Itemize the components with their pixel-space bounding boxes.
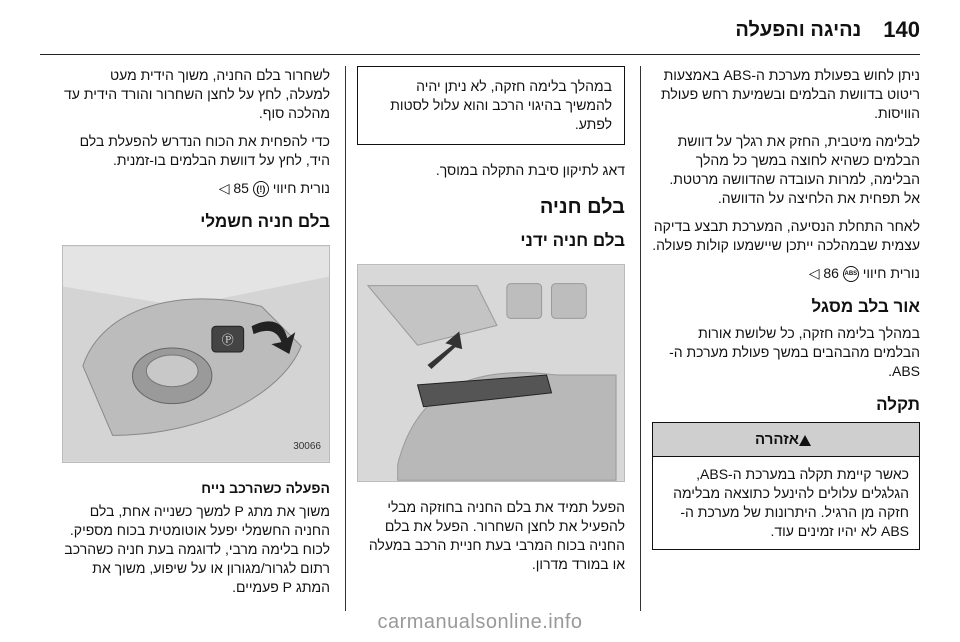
indicator-label: נורית חיווי (862, 265, 920, 281)
column-right (652, 66, 920, 550)
column-divider-left (345, 66, 346, 611)
release-paragraph: לשחרור בלם החניה, משוך הידית מעט למעלה, לחץ על לחצן השחרור והורד הידית עד מהלכה סוף. (64, 67, 330, 121)
watermark: carmanualsonline.info (377, 611, 583, 633)
abs-warning-icon: ABS (843, 266, 859, 282)
handbrake-paragraph: הפעל תמיד את בלם החניה בחוזקה מבלי להפעיל את לחצן השחרור. הפעל את בלם החניה בכוח המרבי בעת חניית הרכב במעלה או במורד מדרון. (368, 499, 625, 572)
steering-note-box: במהלך בלימה חזקה, לא ניתן יהיה להמשיך בהיגוי הרכב והוא עלול לסטות לפתע. (357, 66, 625, 145)
brake-indicator-reference (62, 179, 330, 198)
page-reference[interactable]: 85 ◁ (218, 180, 249, 196)
epb-switch-glyph: Ⓟ (221, 333, 234, 348)
abs-indicator-reference (652, 264, 920, 283)
handbrake-drawing (358, 265, 624, 481)
header-divider (40, 54, 920, 55)
warning-title: אזהרה (755, 431, 799, 448)
abs-feel-paragraph: ניתן לחוש בפעולת מערכת ה-ABS באמצעות ריטוט בדוושת הבלמים ובשמיעת רחש פעולת הוויסות. (660, 67, 920, 121)
indicator-label: נורית חיווי (272, 180, 330, 196)
page-number: 140 (883, 17, 920, 42)
column-middle (357, 66, 625, 583)
brake-warning-icon: (!) (253, 181, 269, 197)
self-test-paragraph: לאחר התחלת הנסיעה, המערכת תבצע בדיקה עצמית שבמהלכה ייתכן שיישמעו קולות פעולה. (652, 218, 920, 253)
page-header (40, 14, 920, 46)
warning-triangle-icon (799, 435, 811, 446)
column-divider-right (640, 66, 641, 611)
page-reference[interactable]: 86 ◁ (808, 265, 839, 281)
optimal-braking-paragraph: לבלימה מיטבית, החזק את רגלך על דוושת הבלמים כשהיא לחוצה במשך כל מהלך הבלימה, למרות העובדה שהדוושה מרטטת. אל תפחית את הלחיצה על הדוושה. (669, 133, 920, 206)
stationary-apply-heading: הפעלה כשהרכב נייח (201, 480, 330, 496)
electric-parking-brake-heading: בלם חניה חשמלי (200, 212, 330, 231)
warning-header (653, 423, 919, 457)
reduce-force-paragraph: כדי להפחית את הכוח הנדרש להפעלת בלם היד, לחץ על דוושת הבלמים בו-זמנית. (79, 133, 330, 168)
brake-light-paragraph: במהלך בלימה חזקה, כל שלושת אורות הבלמים מהבהבים במשך פעולת מערכת ה-ABS. (669, 325, 920, 379)
warning-text: כאשר קיימת תקלה במערכת ה-ABS, הגלגלים עלולים להינעל כתוצאה מבלימה חזקה מן הרגיל. היתרונות של מערכת ה-ABS לא יהיו זמינים עוד. (673, 466, 909, 539)
column-left (62, 66, 330, 606)
epb-switch-drawing (63, 246, 329, 462)
fault-heading: תקלה (876, 395, 920, 414)
stationary-apply-paragraph: משוך את מתג P למשך כשנייה אחת, בלם החניה החשמלי יפעל אוטומטית בכוח מספיק. לכוח בלימה מרבי, לדוגמה בעת חניה כשהרכב רתום לגרור/מגורון או על שיפוע, משוך את המתג P פעמיים. (64, 503, 330, 595)
repair-paragraph: דאג לתיקון סיבת התקלה במוסך. (435, 162, 625, 178)
handbrake-illustration (357, 264, 625, 482)
parking-brake-heading: בלם חניה (539, 196, 625, 218)
warning-box (652, 422, 920, 550)
epb-switch-illustration (62, 245, 330, 463)
manual-parking-brake-heading: בלם חניה ידני (520, 231, 625, 250)
image-code: 30066 (293, 441, 321, 452)
brake-light-heading: אור בלב מסגל (811, 297, 920, 316)
chapter-title: נהיגה והפעלה (735, 18, 862, 41)
